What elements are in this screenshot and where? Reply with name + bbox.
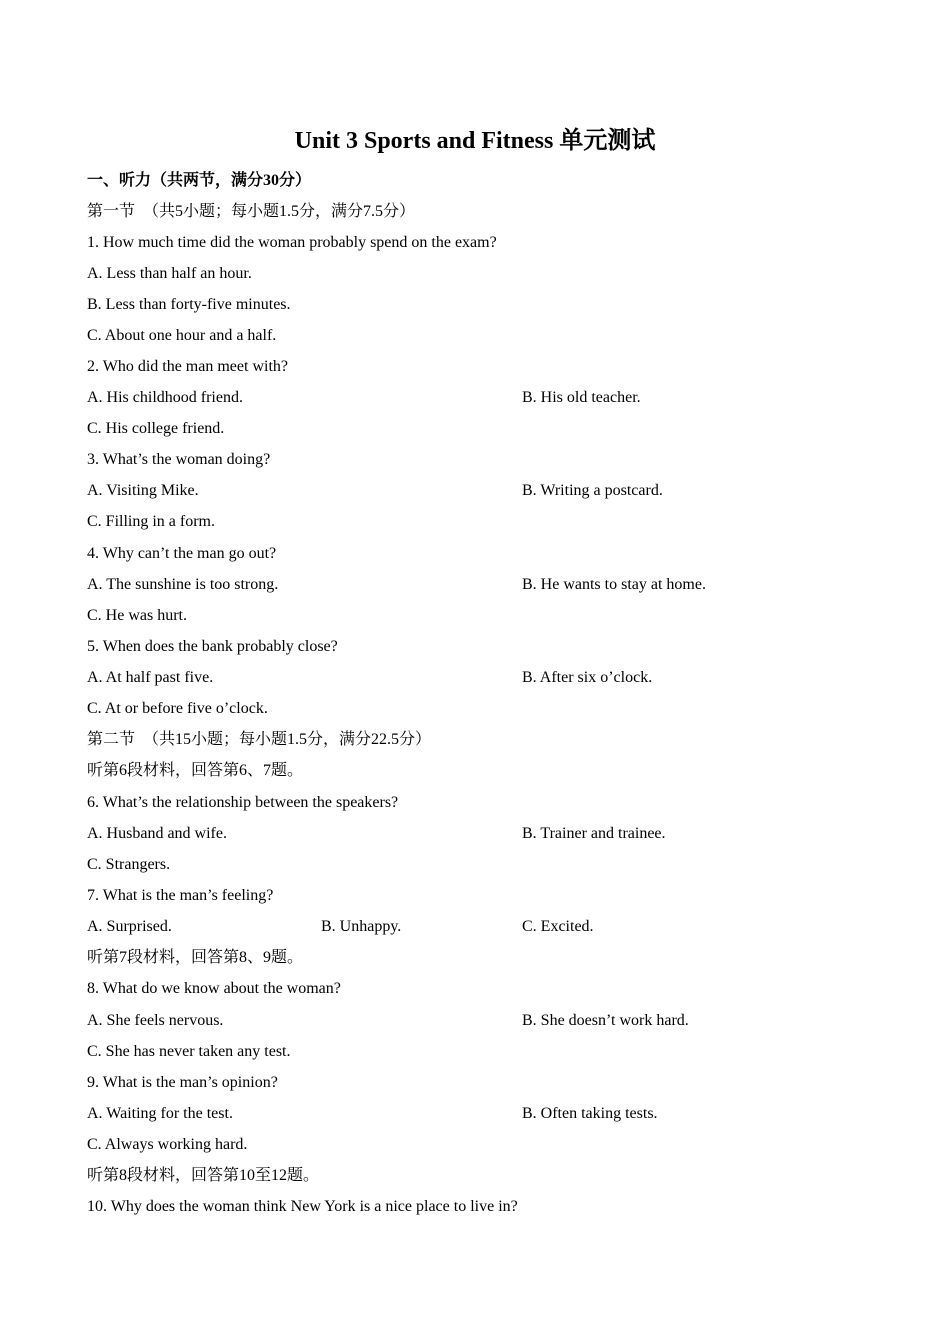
instruction-passage-6: 听第6段材料，回答第6、7题。 bbox=[87, 762, 304, 779]
question-6-option-b: B. Trainer and trainee. bbox=[522, 825, 666, 842]
question-10-stem: 10. Why does the woman think New York is a nice place to live in? bbox=[87, 1198, 518, 1215]
question-6-stem: 6. What’s the relationship between the speakers? bbox=[87, 794, 399, 811]
question-5-option-c: C. At or before five o’clock. bbox=[87, 700, 268, 717]
question-3-option-a: A. Visiting Mike. bbox=[87, 482, 199, 499]
instruction-passage-7: 听第7段材料，回答第8、9题。 bbox=[87, 949, 304, 966]
question-6-option-a: A. Husband and wife. bbox=[87, 825, 227, 842]
question-8-option-b: B. She doesn’t work hard. bbox=[522, 1012, 689, 1029]
question-2-stem: 2. Who did the man meet with? bbox=[87, 358, 288, 375]
question-4-stem: 4. Why can’t the man go out? bbox=[87, 545, 277, 562]
part-heading-1: 第一节 （共5小题；每小题1.5分，满分7.5分） bbox=[87, 203, 416, 220]
instruction-passage-8: 听第8段材料，回答第10至12题。 bbox=[87, 1167, 320, 1184]
question-2-option-c: C. His college friend. bbox=[87, 420, 225, 437]
question-5-option-b: B. After six o’clock. bbox=[522, 669, 653, 686]
question-2-option-b: B. His old teacher. bbox=[522, 389, 641, 406]
part-heading-2: 第二节 （共15小题；每小题1.5分，满分22.5分） bbox=[87, 731, 432, 748]
question-9-option-c: C. Always working hard. bbox=[87, 1136, 248, 1153]
question-4-option-c: C. He was hurt. bbox=[87, 607, 187, 624]
question-3-stem: 3. What’s the woman doing? bbox=[87, 451, 271, 468]
question-1-option-a: A. Less than half an hour. bbox=[87, 265, 252, 282]
question-8-stem: 8. What do we know about the woman? bbox=[87, 980, 341, 997]
question-7-option-a: A. Surprised. bbox=[87, 918, 172, 935]
question-5-stem: 5. When does the bank probably close? bbox=[87, 638, 338, 655]
question-6-option-c: C. Strangers. bbox=[87, 856, 171, 873]
question-5-option-a: A. At half past five. bbox=[87, 669, 214, 686]
question-8-option-c: C. She has never taken any test. bbox=[87, 1043, 291, 1060]
question-3-option-c: C. Filling in a form. bbox=[87, 513, 215, 530]
question-7-option-c: C. Excited. bbox=[522, 918, 594, 935]
question-9-option-a: A. Waiting for the test. bbox=[87, 1105, 233, 1122]
question-7-option-b: B. Unhappy. bbox=[321, 918, 402, 935]
question-7-stem: 7. What is the man’s feeling? bbox=[87, 887, 274, 904]
question-2-option-a: A. His childhood friend. bbox=[87, 389, 243, 406]
section-heading: 一、听力（共两节，满分30分） bbox=[87, 172, 312, 189]
question-4-option-a: A. The sunshine is too strong. bbox=[87, 576, 279, 593]
question-4-option-b: B. He wants to stay at home. bbox=[522, 576, 706, 593]
page-title: Unit 3 Sports and Fitness 单元测试 bbox=[294, 128, 656, 154]
question-9-option-b: B. Often taking tests. bbox=[522, 1105, 658, 1122]
question-1-option-c: C. About one hour and a half. bbox=[87, 327, 277, 344]
question-3-option-b: B. Writing a postcard. bbox=[522, 482, 663, 499]
question-1-stem: 1. How much time did the woman probably spend on the exam? bbox=[87, 234, 497, 251]
question-8-option-a: A. She feels nervous. bbox=[87, 1012, 224, 1029]
question-9-stem: 9. What is the man’s opinion? bbox=[87, 1074, 278, 1091]
question-1-option-b: B. Less than forty-five minutes. bbox=[87, 296, 291, 313]
